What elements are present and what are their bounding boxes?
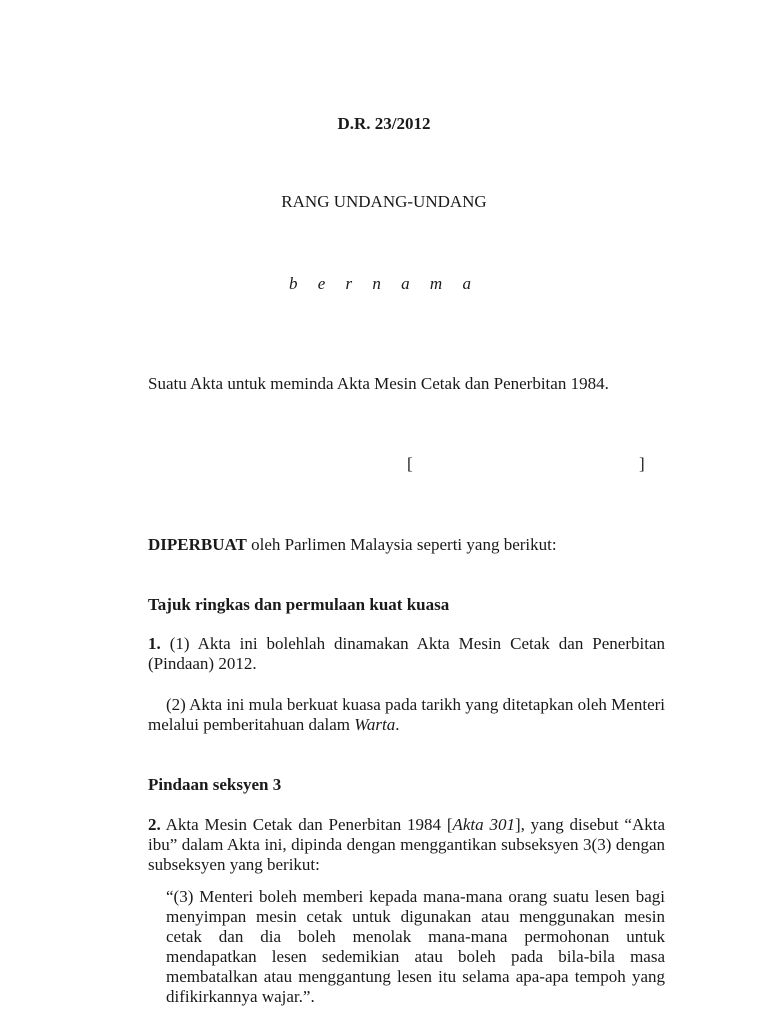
enacting-bold: DIPERBUAT bbox=[148, 535, 247, 554]
section2-text-a: Akta Mesin Cetak dan Penerbitan 1984 [ bbox=[160, 815, 453, 834]
bernama: b e r n a m a bbox=[289, 274, 479, 293]
doc-number: D.R. 23/2012 bbox=[337, 114, 431, 133]
bracket-close: ] bbox=[639, 454, 645, 473]
section2-heading: Pindaan seksyen 3 bbox=[148, 775, 282, 794]
section1-sub2-text: (2) Akta ini mula berkuat kuasa pada tarikh yang ditetapkan oleh Menteri melalui pemberitahuan dalam bbox=[148, 695, 665, 734]
section1-heading: Tajuk ringkas dan permulaan kuat kuasa bbox=[148, 595, 450, 614]
warta: Warta bbox=[354, 715, 396, 734]
akta-301: Akta 301 bbox=[452, 815, 515, 834]
section1-sub2-end: . bbox=[395, 715, 400, 734]
long-title: Suatu Akta untuk meminda Akta Mesin Cetak dan Penerbitan 1984. bbox=[148, 374, 609, 393]
section1-sub1-text: (1) Akta ini bolehlah dinamakan Akta Mesin Cetak dan Penerbitan (Pindaan) 2012. bbox=[148, 634, 665, 673]
section2-quote: “(3) Menteri boleh memberi kepada mana-mana orang suatu lesen bagi menyimpan mesin cetak untuk digunakan atau menggunakan mesin cetak dan dia boleh menolak mana-mana permohonan untuk mendapatkan lesen sedemikian atau boleh pada bila-bila masa membatalkan atau menggantung lesen itu selama apa-apa tempoh yang difikirkannya wajar.”. bbox=[166, 887, 665, 1006]
section1-number: 1. bbox=[148, 634, 161, 653]
enacting-rest: oleh Parlimen Malaysia seperti yang berikut: bbox=[246, 535, 557, 554]
section1-sub1 bbox=[148, 634, 665, 674]
section2-number: 2. bbox=[148, 815, 161, 834]
section2-text bbox=[148, 815, 665, 875]
section2-text-b: ], yang disebut “Akta ibu” dalam Akta ini, dipinda dengan menggantikan subseksyen 3(3) dengan subseksyen yang berikut: bbox=[148, 815, 665, 874]
section1-sub2 bbox=[148, 695, 665, 735]
bracket-open: [ bbox=[407, 454, 413, 473]
enacting-clause bbox=[148, 535, 665, 555]
doc-type: RANG UNDANG-UNDANG bbox=[281, 192, 487, 211]
